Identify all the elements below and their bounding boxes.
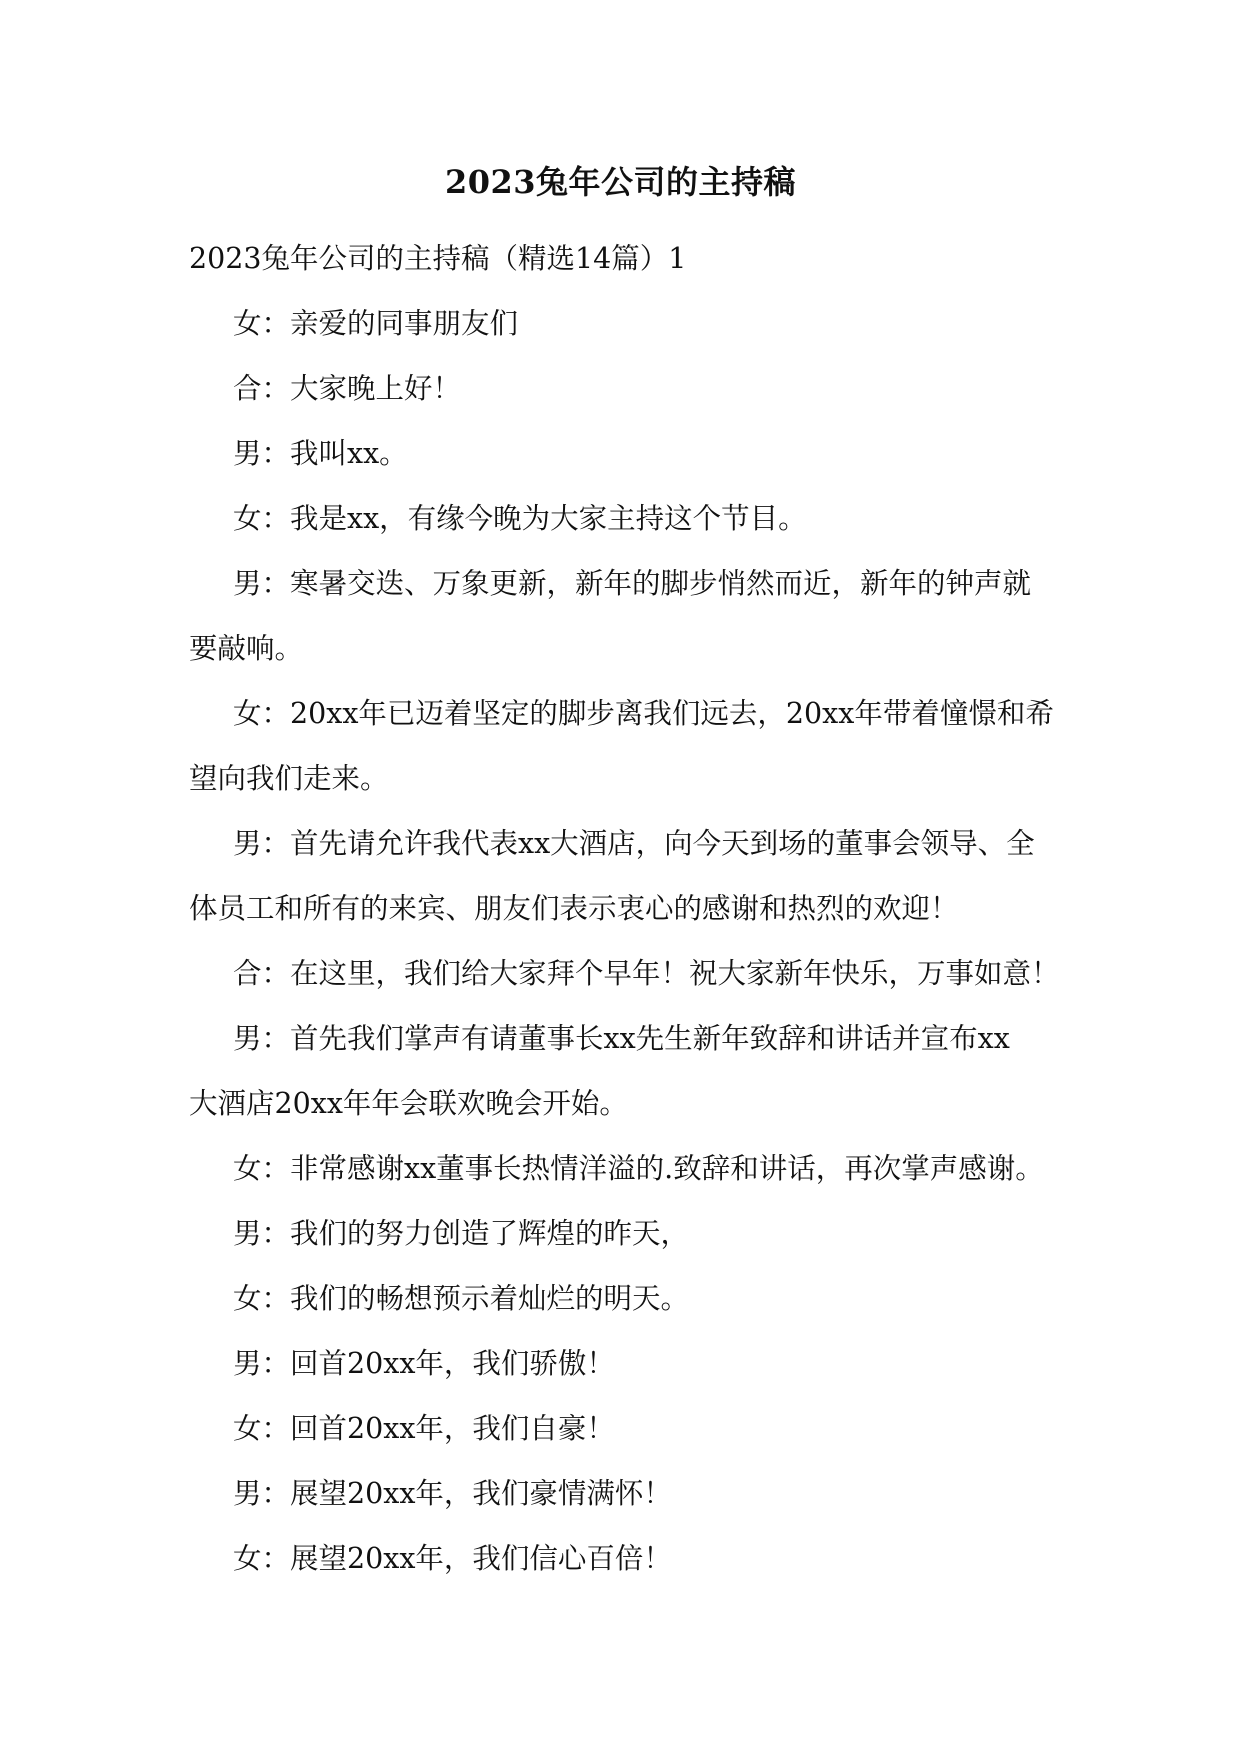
paragraph-line: 合：大家晚上好！ [233,372,462,405]
paragraph-line: 望向我们走来。 [189,762,389,795]
paragraph-line: 男：我叫xx。 [233,437,408,470]
document-body [189,226,1069,1591]
paragraph-line: 女：我们的畅想预示着灿烂的明天。 [233,1282,690,1315]
paragraph-line: 女：20xx年已迈着坚定的脚步离我们远去，20xx年带着憧憬和希 [233,697,1054,730]
paragraph-line: 女：亲爱的同事朋友们 [233,307,519,340]
paragraph-line: 女：我是xx，有缘今晚为大家主持这个节目。 [233,502,807,535]
paragraph-line: 大酒店20xx年年会联欢晚会开始。 [189,1087,628,1120]
paragraph-line: 体员工和所有的来宾、朋友们表示衷心的感谢和热烈的欢迎！ [189,892,959,925]
paragraph-line: 男：寒暑交迭、万象更新，新年的脚步悄然而近，新年的钟声就 [233,567,1032,600]
paragraph-line: 男：首先请允许我代表xx大酒店，向今天到场的董事会领导、全 [233,827,1035,860]
paragraph-line: 男：我们的努力创造了辉煌的昨天， [233,1217,690,1250]
paragraph-line: 合：在这里，我们给大家拜个早年！祝大家新年快乐，万事如意！ [233,957,1060,990]
paragraph-line: 女：展望20xx年，我们信心百倍！ [233,1542,672,1575]
paragraph-line: 男：回首20xx年，我们骄傲！ [233,1347,615,1380]
paragraph-line: 男：展望20xx年，我们豪情满怀！ [233,1477,672,1510]
paragraph-line: 女：非常感谢xx董事长热情洋溢的.致辞和讲话，再次掌声感谢。 [233,1152,1044,1185]
paragraph-line: 男：首先我们掌声有请董事长xx先生新年致辞和讲话并宣布xx [233,1022,1010,1055]
paragraph-line: 2023兔年公司的主持稿（精选14篇）1 [189,242,687,275]
paragraph-line: 女：回首20xx年，我们自豪！ [233,1412,615,1445]
paragraph-line: 要敲响。 [189,632,304,665]
document-title: 2023兔年公司的主持稿 [444,163,797,201]
